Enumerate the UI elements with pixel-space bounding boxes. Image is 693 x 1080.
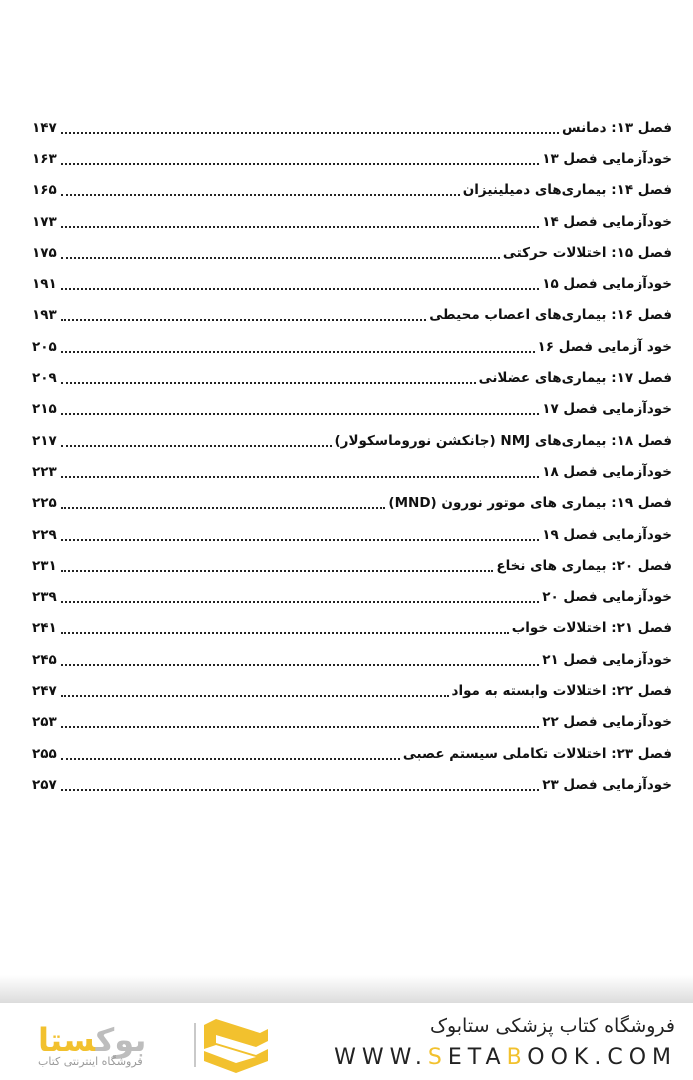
toc-entry-page: ۲۲۵ xyxy=(32,495,57,512)
toc-entry[interactable] xyxy=(32,331,672,362)
toc-entry[interactable] xyxy=(32,581,672,612)
toc-entry-title: فصل ۲۱: اختلالات خواب xyxy=(511,620,672,637)
toc-entry-page: ۲۰۵ xyxy=(32,338,57,355)
toc-entry[interactable] xyxy=(32,300,672,331)
toc-entry[interactable] xyxy=(32,112,672,143)
url-accent: B xyxy=(506,1045,528,1070)
toc-entry-page: ۲۴۵ xyxy=(32,651,57,668)
toc-entry-page: ۲۴۷ xyxy=(32,682,57,699)
toc-entry-page: ۲۵۵ xyxy=(32,745,57,762)
toc-entry-page: ۲۲۳ xyxy=(32,463,57,480)
toc-entry[interactable] xyxy=(32,519,672,550)
dotted-leader xyxy=(61,351,535,353)
toc-entry[interactable] xyxy=(32,769,672,800)
toc-entry-page: ۲۱۵ xyxy=(32,401,57,418)
toc-entry-title: خودآزمایی فصل ۱۷ xyxy=(542,401,672,418)
toc-entry[interactable] xyxy=(32,675,672,706)
logo-wordmark xyxy=(38,1021,146,1059)
toc-entry-title: خود آزمایی فصل ۱۶ xyxy=(537,338,672,355)
logo-divider xyxy=(194,1023,196,1067)
toc-entry-page: ۲۵۳ xyxy=(32,714,57,731)
toc-entry-page: ۱۷۵ xyxy=(32,244,57,261)
dotted-leader xyxy=(61,319,426,321)
toc-entry[interactable] xyxy=(32,362,672,393)
toc-entry-page: ۲۲۹ xyxy=(32,526,57,543)
toc-entry-title: خودآزمایی فصل ۱۴ xyxy=(542,213,672,230)
toc-entry[interactable] xyxy=(32,707,672,738)
toc-entry-page: ۱۴۷ xyxy=(32,119,57,136)
toc-entry-page: ۲۵۷ xyxy=(32,776,57,793)
toc-entry-page: ۱۹۳ xyxy=(32,307,57,324)
toc-entry-page: ۱۶۳ xyxy=(32,150,57,167)
toc-entry-page: ۲۴۱ xyxy=(32,620,57,637)
toc-entry-page: ۲۳۹ xyxy=(32,589,57,606)
url-part: OOK.COM xyxy=(527,1045,677,1070)
dotted-leader xyxy=(61,789,539,791)
toc-entry-title: فصل ۱۷: بیماری‌های عضلانی xyxy=(478,370,672,387)
toc-entry-title: فصل ۲۲: اختلالات وابسته به مواد xyxy=(451,682,672,699)
toc-entry[interactable] xyxy=(32,456,672,487)
toc-entry[interactable] xyxy=(32,175,672,206)
toc-entry[interactable] xyxy=(32,237,672,268)
toc-entry-title: فصل ۱۸: بیماری‌های NMJ (جانکشن نوروماسکولار) xyxy=(334,432,672,449)
page-edge-shadow xyxy=(0,975,693,1003)
dotted-leader xyxy=(61,288,539,290)
toc-entry-title: فصل ۱۶: بیماری‌های اعصاب محیطی xyxy=(429,307,672,324)
dotted-leader xyxy=(61,194,460,196)
toc-entry-page: ۲۰۹ xyxy=(32,370,57,387)
toc-entry-page: ۲۳۱ xyxy=(32,557,57,574)
logo-wordmark-yellow: ستا xyxy=(38,1021,96,1059)
setabook-logo[interactable] xyxy=(28,1017,278,1073)
dotted-leader xyxy=(61,507,385,509)
toc-entry-title: فصل ۱۳: دمانس xyxy=(562,119,672,136)
url-accent: S xyxy=(427,1045,448,1070)
dotted-leader xyxy=(61,539,539,541)
toc-entry-title: خودآزمایی فصل ۱۳ xyxy=(542,150,672,167)
toc-entry-title: خودآزمایی فصل ۲۲ xyxy=(542,714,672,731)
table-of-contents xyxy=(32,112,672,801)
dotted-leader xyxy=(61,445,332,447)
dotted-leader xyxy=(61,632,509,634)
toc-entry-title: خودآزمایی فصل ۲۱ xyxy=(542,651,672,668)
toc-entry-title: خودآزمایی فصل ۱۸ xyxy=(542,463,672,480)
toc-entry-title: خودآزمایی فصل ۲۳ xyxy=(542,776,672,793)
toc-entry-page: ۲۱۷ xyxy=(32,432,57,449)
dotted-leader xyxy=(61,226,539,228)
toc-entry[interactable] xyxy=(32,644,672,675)
dotted-leader xyxy=(61,257,500,259)
toc-entry-title: فصل ۱۹: بیماری های موتور نورون (MND) xyxy=(388,495,672,512)
toc-entry[interactable] xyxy=(32,488,672,519)
toc-entry-page: ۱۶۵ xyxy=(32,182,57,199)
toc-entry-title: خودآزمایی فصل ۱۵ xyxy=(542,276,672,293)
toc-entry-title: فصل ۲۳: اختلالات تکاملی سیستم عصبی xyxy=(402,745,672,762)
dotted-leader xyxy=(61,132,559,134)
toc-entry[interactable] xyxy=(32,394,672,425)
toc-entry-page: ۱۷۳ xyxy=(32,213,57,230)
toc-entry[interactable] xyxy=(32,613,672,644)
toc-entry[interactable] xyxy=(32,738,672,769)
toc-entry-title: فصل ۲۰: بیماری های نخاع xyxy=(496,557,672,574)
dotted-leader xyxy=(61,413,539,415)
dotted-leader xyxy=(61,570,493,572)
toc-entry[interactable] xyxy=(32,425,672,456)
chevron-logo-icon xyxy=(200,1019,272,1073)
dotted-leader xyxy=(61,601,539,603)
dotted-leader xyxy=(61,726,539,728)
dotted-leader xyxy=(61,163,539,165)
dotted-leader xyxy=(61,664,539,666)
toc-entry-title: فصل ۱۵: اختلالات حرکتی xyxy=(502,244,672,261)
store-name: فروشگاه کتاب پزشکی ستابوک xyxy=(429,1015,675,1037)
logo-wordmark-gray: بوک xyxy=(95,1021,147,1059)
toc-entry[interactable] xyxy=(32,550,672,581)
footer-banner xyxy=(0,1003,693,1080)
toc-entry[interactable] xyxy=(32,206,672,237)
toc-entry-title: فصل ۱۴: بیماری‌های دمیلینیزان xyxy=(462,182,672,199)
url-part: ETA xyxy=(447,1045,507,1070)
toc-entry-title: خودآزمایی فصل ۱۹ xyxy=(542,526,672,543)
toc-entry[interactable] xyxy=(32,268,672,299)
dotted-leader xyxy=(61,476,539,478)
toc-entry[interactable] xyxy=(32,143,672,174)
toc-entry-page: ۱۹۱ xyxy=(32,276,57,293)
dotted-leader xyxy=(61,758,400,760)
store-url[interactable] xyxy=(334,1045,677,1070)
url-part: WWW. xyxy=(334,1045,428,1070)
dotted-leader xyxy=(61,382,476,384)
dotted-leader xyxy=(61,695,449,697)
logo-subtitle: فروشگاه اینترنتی کتاب xyxy=(38,1055,143,1068)
toc-entry-title: خودآزمایی فصل ۲۰ xyxy=(542,589,672,606)
